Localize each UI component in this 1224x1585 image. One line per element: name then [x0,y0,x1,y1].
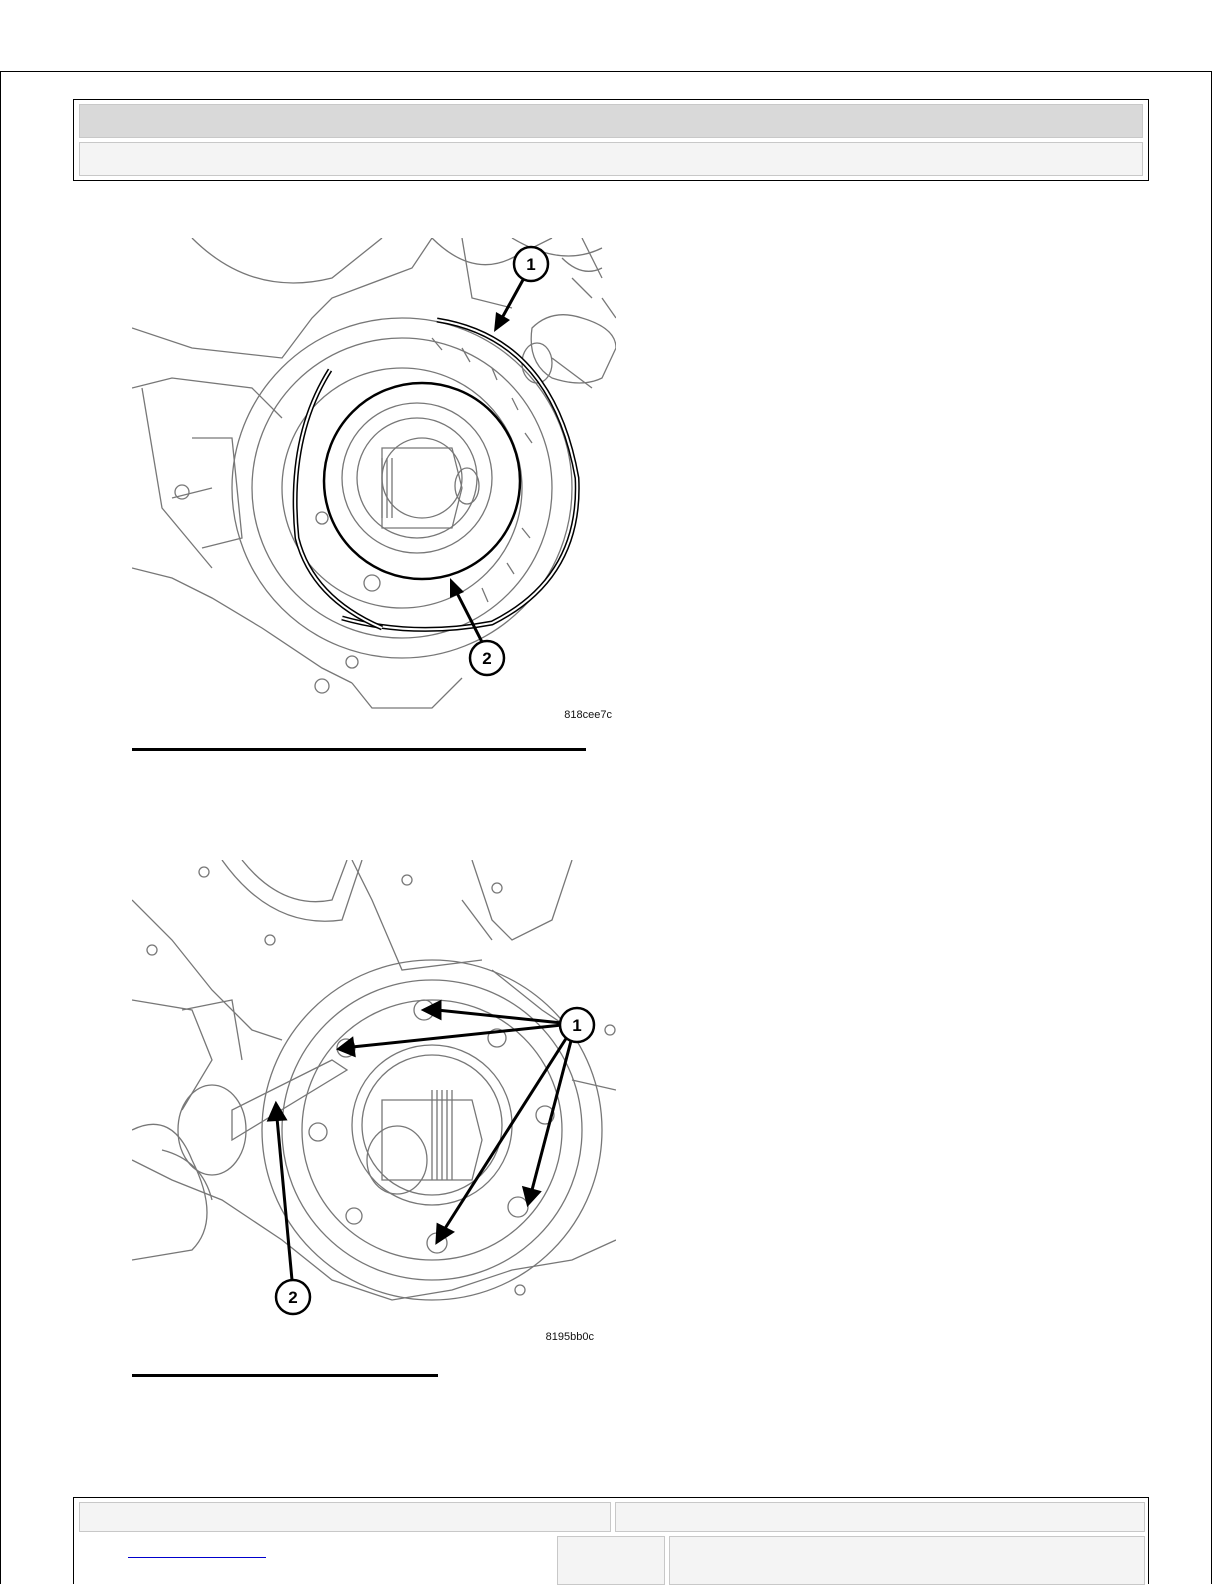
footer-cell-a [79,1502,611,1532]
figure-2 [132,860,616,1346]
figure-1 [132,238,616,724]
footer-cell-c [557,1536,665,1585]
callout-2-label: 2 [288,1288,298,1307]
separator-rule-1 [132,748,586,751]
bolt-removal-illustration [132,860,616,1346]
footer-cell-b [615,1502,1145,1532]
footer-table [73,1497,1149,1584]
header-table [73,99,1149,181]
header-title-row [79,104,1143,138]
seal-ring-illustration [132,238,616,724]
callout-1-label: 1 [572,1016,582,1035]
footer-cell-d [669,1536,1145,1585]
callout-2-label: 2 [482,649,492,668]
separator-rule-2 [132,1374,438,1377]
header-subtitle-row [79,142,1143,176]
figure-code: 818cee7c [564,709,612,721]
callout-1-label: 1 [526,255,536,274]
figure-code: 8195bb0c [545,1331,594,1343]
footer-link[interactable] [128,1557,266,1558]
